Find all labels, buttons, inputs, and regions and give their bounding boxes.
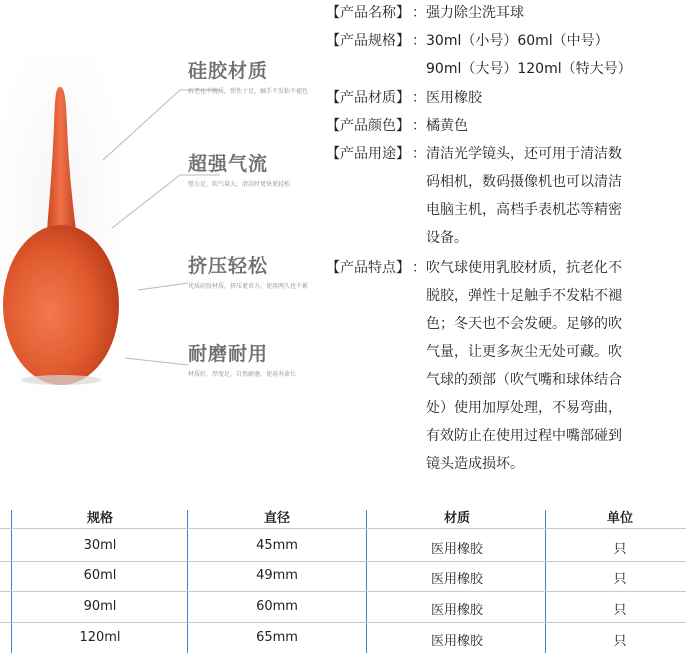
table-divider xyxy=(366,510,367,653)
table-cell: 只 xyxy=(613,542,627,557)
table-cell: 49mm xyxy=(256,568,298,583)
table-cell: 45mm xyxy=(256,538,298,553)
table-cell: 120ml xyxy=(79,630,121,645)
table-cell: 只 xyxy=(613,603,627,618)
table-cell: 医用橡胶 xyxy=(430,603,483,618)
table-cell: 90ml xyxy=(83,599,117,614)
table-cell: 只 xyxy=(613,572,627,587)
feature-description: 弹力足，吹气量大，清洁时更快更轻松 xyxy=(188,181,291,188)
table-row-separator xyxy=(0,591,686,592)
spec-label: 【产品规格】 xyxy=(326,33,410,49)
feature-description: 优质硅胶材质，挤压更省力，使用两久也不累 xyxy=(188,283,309,290)
spec-features-line: 吹气球使用乳胶材质，抗老化不 xyxy=(426,260,622,276)
spec-features-line: 镜头造成损坏。 xyxy=(426,456,524,472)
spec-label: 【产品名称】 xyxy=(326,5,410,21)
spec-features-line: 气球的颈部（吹气嘴和球体结合 xyxy=(426,372,622,388)
table-row-separator xyxy=(0,561,686,562)
feature-title: 挤压轻松 xyxy=(188,255,269,277)
feature-description: 抗老化不脱质，弹性十足，触手不发粘不褪色 xyxy=(188,88,309,95)
spec-label: 【产品用途】 xyxy=(326,146,410,162)
spec-separator: ： xyxy=(412,118,426,134)
table-divider xyxy=(545,510,546,653)
spec-usage-line: 清洁光学镜头，还可用于清洁数 xyxy=(426,146,622,162)
table-row-separator xyxy=(0,528,686,529)
feature-title: 超强气流 xyxy=(188,153,269,175)
spec-value: 医用橡胶 xyxy=(426,90,482,106)
spec-separator: ： xyxy=(412,90,426,106)
table-header-unit: 单位 xyxy=(606,511,633,526)
spec-features-line: 色；冬天也不会发硬。足够的吹 xyxy=(426,316,622,332)
spec-features-line: 脱胶，弹性十足触手不发粘不褪 xyxy=(426,288,622,304)
feature-title: 硅胶材质 xyxy=(188,60,269,82)
blower-bulb-image xyxy=(0,55,120,390)
table-cell: 60ml xyxy=(83,568,117,583)
spec-label: 【产品材质】 xyxy=(326,90,410,106)
spec-separator: ： xyxy=(412,5,426,21)
spec-label: 【产品特点】 xyxy=(326,260,410,276)
table-header-diameter: 直径 xyxy=(263,511,290,526)
table-cell: 医用橡胶 xyxy=(430,572,483,587)
table-header-spec: 规格 xyxy=(86,511,113,526)
spec-features-line: 处）使用加厚处理，不易弯曲， xyxy=(426,400,622,416)
feature-callout xyxy=(188,343,338,379)
spec-separator: ： xyxy=(412,33,426,49)
spec-separator: ： xyxy=(412,146,426,162)
spec-usage-line: 设备。 xyxy=(426,230,468,246)
spec-usage-line: 电脑主机，高档手表机芯等精密 xyxy=(426,202,622,218)
spec-table xyxy=(0,500,686,653)
spec-usage-line: 码相机，数码摄像机也可以清洁 xyxy=(426,174,622,190)
feature-callout xyxy=(188,255,338,291)
table-divider xyxy=(11,510,12,653)
spec-separator: ： xyxy=(412,260,426,276)
feature-title: 耐磨耐用 xyxy=(188,343,269,365)
spec-value: 90ml（大号）120ml（特大号） xyxy=(426,61,632,77)
spec-features-line: 气量，让更多灰尘无处可藏。吹 xyxy=(426,344,622,360)
spec-value: 强力除尘洗耳球 xyxy=(426,5,524,21)
table-cell: 65mm xyxy=(256,630,298,645)
feature-callout xyxy=(188,153,338,189)
spec-value: 橘黄色 xyxy=(426,118,468,134)
table-cell: 30ml xyxy=(83,538,117,553)
table-cell: 医用橡胶 xyxy=(430,634,483,649)
feature-callout xyxy=(188,60,338,96)
table-cell: 医用橡胶 xyxy=(430,542,483,557)
table-cell: 只 xyxy=(613,634,627,649)
table-row-separator xyxy=(0,622,686,623)
spec-features-line: 有效防止在使用过程中嘴部碰到 xyxy=(426,428,622,444)
table-divider xyxy=(187,510,188,653)
spec-label: 【产品颜色】 xyxy=(326,118,410,134)
table-cell: 60mm xyxy=(256,599,298,614)
spec-value: 30ml（小号）60ml（中号） xyxy=(426,33,609,49)
table-header-material: 材质 xyxy=(443,511,470,526)
feature-description: 材质好，厚度足，自然耐磨，使用寿命长 xyxy=(188,371,297,378)
